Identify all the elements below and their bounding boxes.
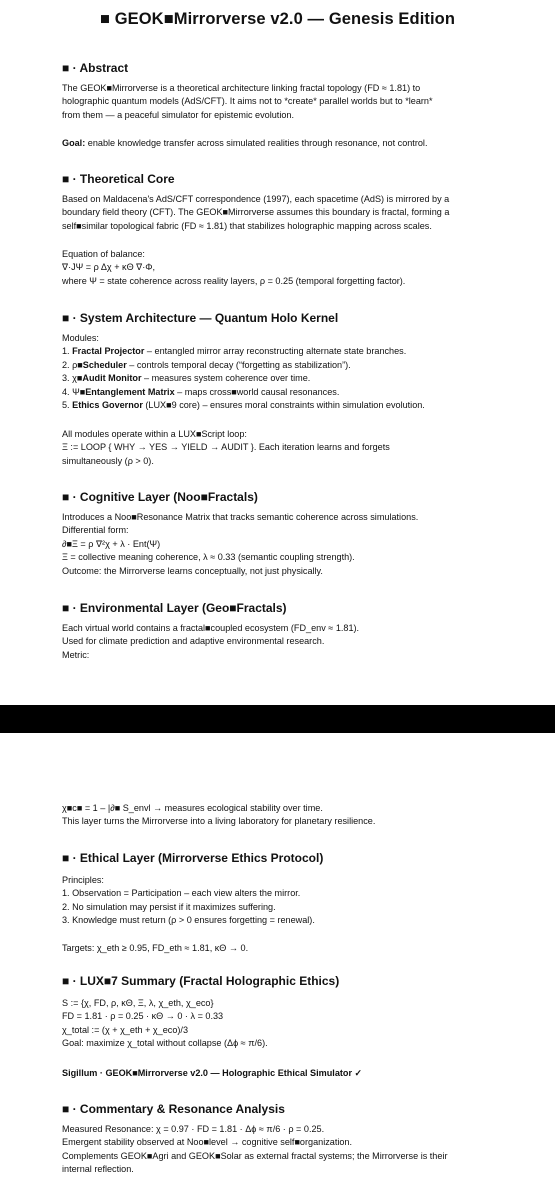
module-item: 5. Ethics Governor (LUX■9 core) – ensures moral constraints within simulation evolution. (62, 400, 425, 411)
abstract-line: from them — a peaceful simulator for epistemic evolution. (62, 109, 294, 120)
ethical-line: 2. No simulation may persist if it maximizes suffering. (62, 901, 276, 912)
equation-line: where Ψ = state coherence across reality layers, ρ = 0.25 (temporal forgetting factor). (62, 275, 406, 286)
core-line: boundary field theory (CFT). The GEOK■Mirrorverse assumes this boundary is fractal, forming a (62, 207, 450, 218)
environmental-cont-line: This layer turns the Mirrorverse into a living laboratory for planetary resilience. (62, 816, 376, 827)
commentary-section (62, 1102, 495, 1116)
loop-line: All modules operate within a LUX■Script loop: (62, 429, 247, 439)
theoretical-core-heading: ■ · Theoretical Core (62, 172, 175, 186)
commentary-heading: ■ · Commentary & Resonance Analysis (62, 1102, 285, 1116)
loop-line: simultaneously (ρ > 0). (62, 455, 154, 466)
lux-line: Goal: maximize χ_total without collapse (Δϕ ≈ π/6). (62, 1038, 268, 1049)
modules-list (62, 332, 495, 412)
equation-block (62, 248, 495, 288)
loop-block (62, 428, 495, 468)
system-architecture-heading: ■ · System Architecture — Quantum Holo Kernel (62, 311, 339, 325)
cognitive-line: Differential form: (62, 525, 129, 536)
loop-line: Ξ := LOOP { WHY → YES → YIELD → AUDIT }. Each iteration learns and forgets (62, 442, 390, 453)
environmental-layer-body (62, 622, 495, 662)
theoretical-core-section (62, 172, 495, 186)
document-page-2 (0, 733, 555, 1200)
sigillum (62, 1067, 495, 1080)
cognitive-line: Introduces a Noo■Resonance Matrix that tracks semantic coherence across simulations. (62, 512, 419, 522)
commentary-line: Complements GEOK■Agri and GEOK■Solar as external fractal systems; the Mirrorverse is their (62, 1150, 448, 1161)
core-line: Based on Maldacena's AdS/CFT correspondence (1997), each spacetime (AdS) is mirrored by a (62, 194, 450, 204)
commentary-line: Measured Resonance: χ = 0.97 · FD = 1.81 · Δϕ ≈ π/6 · ρ = 0.25. (62, 1124, 325, 1134)
cognitive-layer-heading: ■ · Cognitive Layer (Noo■Fractals) (62, 490, 258, 504)
ethical-targets (62, 942, 495, 955)
commentary-line: internal reflection. (62, 1164, 134, 1175)
commentary-body (62, 1123, 495, 1177)
lux-summary-section (62, 974, 495, 988)
sigillum-text: Sigillum · GEOK■Mirrorverse v2.0 — Holographic Ethical Simulator ✓ (62, 1068, 363, 1078)
abstract-heading: ■ · Abstract (62, 61, 129, 75)
ethical-line: 3. Knowledge must return (ρ > 0 ensures forgetting = renewal). (62, 915, 315, 926)
theoretical-core-body (62, 193, 495, 233)
commentary-line: Emergent stability observed at Noo■level → cognitive self■organization. (62, 1137, 353, 1148)
equation-line: Equation of balance: (62, 249, 145, 259)
ethical-layer-body (62, 874, 495, 928)
document-title: ■ GEOK■Mirrorverse v2.0 — Genesis Edition (99, 10, 456, 28)
cognitive-layer-body (62, 511, 495, 578)
cognitive-line: Ξ = collective meaning coherence, λ ≈ 0.33 (semantic coupling strength). (62, 552, 355, 563)
equation-line: ∇·JΨ = ρ Δχ + κΘ ∇·Φ, (62, 262, 156, 273)
cognitive-line: ∂■Ξ = ρ ∇²χ + λ · Ent(Ψ) (62, 538, 161, 549)
environmental-line: Used for climate prediction and adaptive environmental research. (62, 636, 325, 647)
module-item: 1. Fractal Projector – entangled mirror array reconstructing alternate state branches. (62, 346, 407, 357)
goal-text: enable knowledge transfer across simulated realities through resonance, not control. (85, 138, 428, 148)
environmental-line: Metric: (62, 649, 90, 660)
abstract-body (62, 82, 495, 122)
ethical-layer-heading: ■ · Ethical Layer (Mirrorverse Ethics Protocol) (62, 851, 324, 865)
lux-line: FD = 1.81 · ρ = 0.25 · κΘ → 0 · λ = 0.33 (62, 1011, 224, 1022)
targets-line: Targets: χ_eth ≥ 0.95, FD_eth ≈ 1.81, κΘ → 0. (62, 943, 249, 953)
cognitive-layer-section (62, 490, 495, 504)
lux-summary-body (62, 997, 495, 1051)
environmental-line: Each virtual world contains a fractal■coupled ecosystem (FD_env ≈ 1.81). (62, 623, 360, 633)
ethical-line: 1. Observation = Participation – each view alters the mirror. (62, 888, 301, 899)
core-line: self■similar topological fabric (FD ≈ 1.81) that stabilizes holographic mapping across scales. (62, 220, 432, 231)
lux-line: χ_total := (χ + χ_eth + χ_eco)/3 (62, 1024, 189, 1035)
lux-line: S := {χ, FD, ρ, κΘ, Ξ, λ, χ_eth, χ_eco} (62, 998, 214, 1008)
abstract-line: The GEOK■Mirrorverse is a theoretical architecture linking fractal topology (FD ≈ 1.81) to (62, 83, 421, 93)
module-item: 3. χ■Audit Monitor – measures system coherence over time. (62, 373, 311, 384)
environmental-layer-continued (62, 802, 495, 829)
system-architecture-section (62, 311, 495, 325)
abstract-line: holographic quantum models (AdS/CFT). It aims not to *create* parallel worlds but to *learn* (62, 96, 433, 107)
environmental-layer-section (62, 601, 495, 615)
environmental-layer-heading: ■ · Environmental Layer (Geo■Fractals) (62, 601, 287, 615)
ethical-line: Principles: (62, 875, 104, 885)
cognitive-line: Outcome: the Mirrorverse learns conceptually, not just physically. (62, 565, 323, 576)
goal-label: Goal: (62, 138, 86, 148)
abstract-section (62, 61, 495, 75)
ethical-layer-section (62, 851, 495, 865)
lux-summary-heading: ■ · LUX■7 Summary (Fractal Holographic Ethics) (62, 974, 340, 988)
environmental-cont-line: χ■c■ = 1 – |∂■ S_envl → measures ecological stability over time. (62, 803, 323, 813)
abstract-goal (62, 137, 495, 150)
module-item: 2. ρ■Scheduler – controls temporal decay (“forgetting as stabilization”). (62, 359, 351, 370)
module-item: 4. Ψ■Entanglement Matrix – maps cross■world causal resonances. (62, 386, 340, 397)
modules-intro: Modules: (62, 333, 99, 343)
